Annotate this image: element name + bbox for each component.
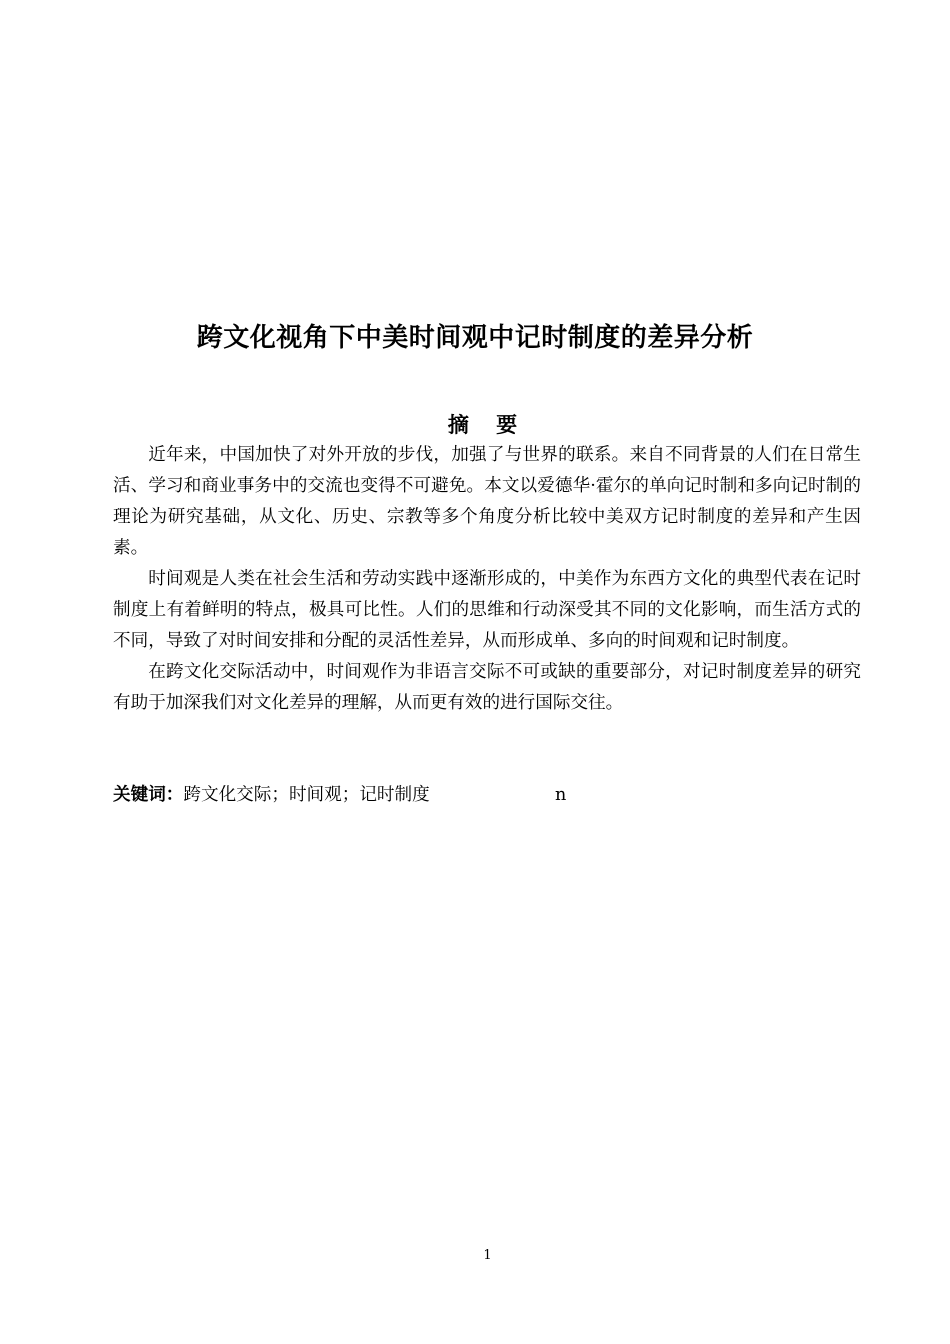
keywords-line	[113, 780, 861, 811]
abstract-paragraph-3: 在跨文化交际活动中，时间观作为非语言交际不可或缺的重要部分，对记时制度差异的研究有助于加深我们对文化差异的理解，从而更有效的进行国际交往。	[113, 662, 861, 713]
keywords-value: 跨文化交际；时间观；记时制度	[183, 785, 430, 805]
abstract-heading: 摘 要	[447, 413, 528, 437]
abstract-paragraph-1: 近年来，中国加快了对外开放的步伐，加强了与世界的联系。来自不同背景的人们在日常生活、学习和商业事务中的交流也变得不可避免。本文以爱德华·霍尔的单向记时制和多向记时制的理论为研究基础，从文化、历史、宗教等多个角度分析比较中美双方记时制度的差异和产生因素。	[113, 445, 861, 558]
keywords-stray-character: n	[555, 785, 567, 805]
abstract-paragraph-2: 时间观是人类在社会生活和劳动实践中逐渐形成的，中美作为东西方文化的典型代表在记时制度上有着鲜明的特点，极具可比性。人们的思维和行动深受其不同的文化影响，而生活方式的不同，导致了对时间安排和分配的灵活性差异，从而形成单、多向的时间观和记时制度。	[113, 569, 861, 651]
page-number: 1	[483, 1248, 492, 1263]
document-title: 跨文化视角下中美时间观中记时制度的差异分析	[196, 323, 754, 353]
keywords-label: 关键词：	[113, 785, 184, 805]
abstract-body	[113, 440, 861, 719]
